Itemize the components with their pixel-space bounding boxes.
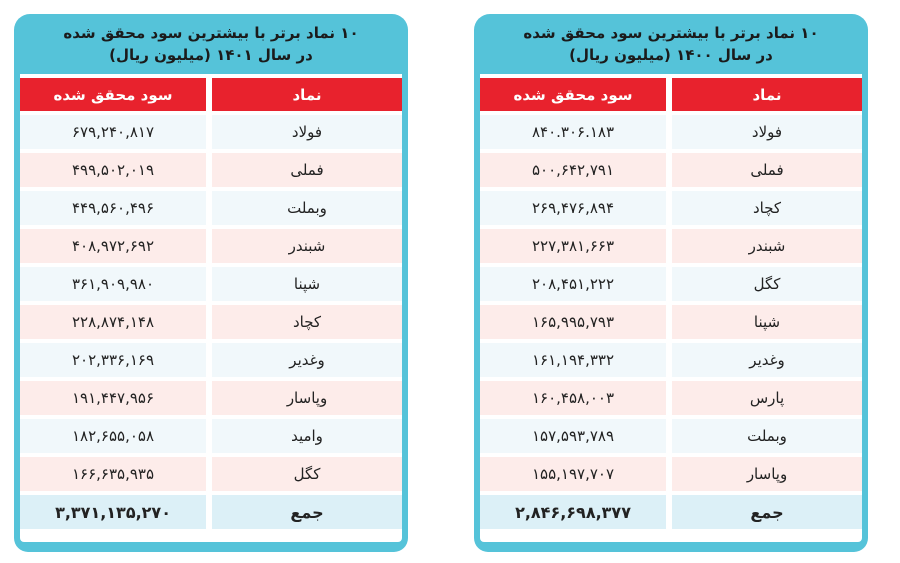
profit-cell: ۲۰۲,۳۳۶,۱۶۹ <box>20 343 206 377</box>
profit-cell: ۱۵۷,۵۹۳,۷۸۹ <box>480 419 666 453</box>
table-row <box>480 191 862 225</box>
table-body <box>480 115 862 533</box>
table-row <box>480 267 862 301</box>
header-symbol: نماد <box>672 78 862 111</box>
table-row <box>20 305 402 339</box>
symbol-cell: شپنا <box>212 267 402 301</box>
table-row <box>20 115 402 149</box>
table-row <box>480 115 862 149</box>
table-1400-panel <box>474 14 868 552</box>
data-table <box>20 74 402 542</box>
symbol-cell: کچاد <box>672 191 862 225</box>
header-symbol: نماد <box>212 78 402 111</box>
table-row <box>480 153 862 187</box>
total-row <box>20 495 402 529</box>
table-title <box>14 14 408 74</box>
table-body <box>20 115 402 533</box>
profit-cell: ۶۷۹,۲۴۰,۸۱۷ <box>20 115 206 149</box>
symbol-cell: فملی <box>212 153 402 187</box>
symbol-cell: وپاسار <box>212 381 402 415</box>
table-1401-panel <box>14 14 408 552</box>
symbol-cell: وغدیر <box>212 343 402 377</box>
profit-cell: ۱۸۲,۶۵۵,۰۵۸ <box>20 419 206 453</box>
symbol-cell: فولاد <box>212 115 402 149</box>
table-row <box>20 267 402 301</box>
profit-cell: ۲۲۸,۸۷۴,۱۴۸ <box>20 305 206 339</box>
table-row <box>480 305 862 339</box>
table-row <box>20 381 402 415</box>
profit-cell: ۲۶۹,۴۷۶,۸۹۴ <box>480 191 666 225</box>
symbol-cell: کچاد <box>212 305 402 339</box>
symbol-cell: شپنا <box>672 305 862 339</box>
symbol-cell: شبندر <box>672 229 862 263</box>
symbol-cell: پارس <box>672 381 862 415</box>
table-row <box>20 343 402 377</box>
table-row <box>480 229 862 263</box>
profit-cell: ۴۴۹,۵۶۰,۴۹۶ <box>20 191 206 225</box>
symbol-cell: فولاد <box>672 115 862 149</box>
symbol-cell: کگل <box>212 457 402 491</box>
profit-cell: ۱۶۶,۶۳۵,۹۳۵ <box>20 457 206 491</box>
header-profit: سود محقق شده <box>480 78 666 111</box>
total-value: ۳,۳۷۱,۱۳۵,۲۷۰ <box>20 495 206 529</box>
symbol-cell: وپاسار <box>672 457 862 491</box>
profit-cell: ۴۰۸,۹۷۲,۶۹۲ <box>20 229 206 263</box>
table-row <box>480 381 862 415</box>
table-title-line1: ۱۰ نماد برتر با بیشترین سود محقق شده <box>523 24 819 42</box>
profit-cell: ۱۶۱,۱۹۴,۳۳۲ <box>480 343 666 377</box>
table-title <box>474 14 868 74</box>
profit-cell: ۵۰۰,۶۴۲,۷۹۱ <box>480 153 666 187</box>
profit-cell: ۴۹۹,۵۰۲,۰۱۹ <box>20 153 206 187</box>
table-title-line2: در سال ۱۴۰۰ (میلیون ریال) <box>569 46 773 64</box>
profit-cell: ۱۹۱,۴۴۷,۹۵۶ <box>20 381 206 415</box>
total-label: جمع <box>212 495 402 529</box>
header-profit: سود محقق شده <box>20 78 206 111</box>
total-row <box>480 495 862 529</box>
symbol-cell: وامید <box>212 419 402 453</box>
table-header-row <box>480 78 862 111</box>
profit-cell: ۲۲۷,۳۸۱,۶۶۳ <box>480 229 666 263</box>
table-row <box>480 343 862 377</box>
table-row <box>20 419 402 453</box>
table-row <box>480 457 862 491</box>
symbol-cell: شبندر <box>212 229 402 263</box>
symbol-cell: فملی <box>672 153 862 187</box>
total-value: ۲,۸۴۶,۶۹۸,۳۷۷ <box>480 495 666 529</box>
table-row <box>480 419 862 453</box>
symbol-cell: وبملت <box>672 419 862 453</box>
total-label: جمع <box>672 495 862 529</box>
symbol-cell: وغدیر <box>672 343 862 377</box>
symbol-cell: کگل <box>672 267 862 301</box>
profit-cell: ۲۰۸,۴۵۱,۲۲۲ <box>480 267 666 301</box>
table-header-row <box>20 78 402 111</box>
symbol-cell: وبملت <box>212 191 402 225</box>
table-row <box>20 191 402 225</box>
profit-cell: ۱۶۰,۴۵۸,۰۰۳ <box>480 381 666 415</box>
profit-cell: ۸۴۰.۳۰۶.۱۸۳ <box>480 115 666 149</box>
profit-cell: ۱۶۵,۹۹۵,۷۹۳ <box>480 305 666 339</box>
profit-cell: ۱۵۵,۱۹۷,۷۰۷ <box>480 457 666 491</box>
table-row <box>20 229 402 263</box>
table-title-line1: ۱۰ نماد برتر با بیشترین سود محقق شده <box>63 24 359 42</box>
data-table <box>480 74 862 542</box>
table-title-line2: در سال ۱۴۰۱ (میلیون ریال) <box>109 46 313 64</box>
table-row <box>20 457 402 491</box>
table-row <box>20 153 402 187</box>
profit-cell: ۳۶۱,۹۰۹,۹۸۰ <box>20 267 206 301</box>
